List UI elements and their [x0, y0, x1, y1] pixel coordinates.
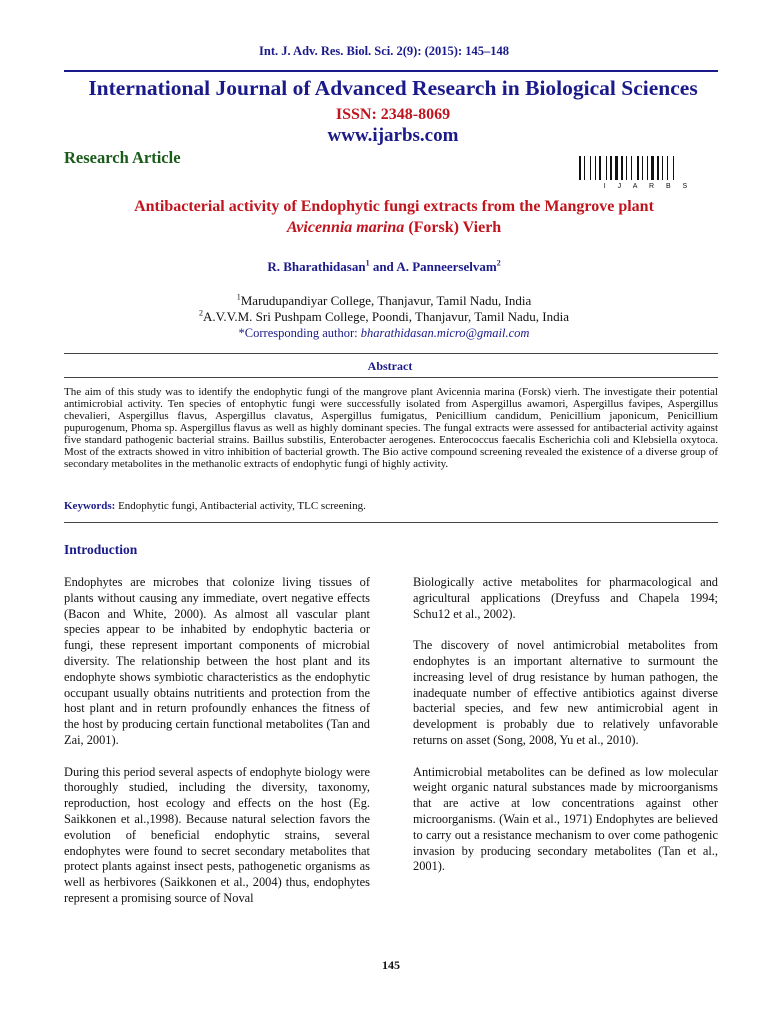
paragraph: The discovery of novel antimicrobial metabolites from endophytes is an important alternative to surmount the increasing level of drug resistance by human pathogen, the inadequate number of effective antibiotics against diverse bacterial species, and few new antimicrobial agent in development is probably due to relatively unfavorable returns on asset (Song, 2008, Yu et al., 2010).: [413, 638, 718, 747]
abstract-heading: Abstract: [367, 359, 413, 373]
title-rest: (Forsk) Vierh: [404, 219, 502, 236]
keywords-label: Keywords:: [64, 500, 116, 512]
paragraph: Biologically active metabolites for pharmacological and agricultural applications (Dreyfuss and Chapela 1994; Schu12 et al., 2002).: [413, 575, 718, 621]
keywords-text: Endophytic fungi, Antibacterial activity, TLC screening.: [115, 500, 366, 512]
divider-keywords: [64, 522, 718, 523]
barcode-logo: [577, 156, 719, 190]
journal-name: International Journal of Advanced Research in Biological Sciences: [88, 76, 698, 100]
author-conj: and: [369, 259, 397, 274]
corresponding-email-link[interactable]: bharathidasan.micro@gmail.com: [360, 326, 530, 340]
affiliation-2: [0, 309, 768, 325]
affiliation-1-text: Marudupandiyar College, Thanjavur, Tamil Nadu, India: [240, 293, 532, 308]
affiliation-1-sup: 1: [236, 292, 241, 302]
body-column-right: [413, 575, 718, 891]
journal-website-link[interactable]: www.ijarbs.com: [327, 125, 459, 146]
affiliation-2-sup: 2: [199, 308, 204, 318]
abstract-text: The aim of this study was to identify the endophytic fungi of the mangrove plant Avicennia marina (Forsk) vierh. The investigate their potential antimicrobial activity. Ten species of entophytic fungi were successfully isolated from Aspergillus awamori, Aspergillus favipes, Aspergillus chevalieri, Aspergillus flavus, Aspergillus clavatus, Aspergillus fumigatus, Penicillium candidum, Penicillium japonicum, Penicillium pupurogenum, Phoma sp. Aspergillus flavus as well as highly dominant species. The fungal extracts were assessed for antibacterial activity against five standard pathogenic bacterial strains. Baillus substilis, Enterobacter aerogenes. Enterococcus faecalis Escherichia coli and Klebsiella oxytoca. Most of the extracts showed in vitro inhibition of bacterial growth. The Bio active compound screening revealed the existence of a diverse group of secondary metabolites in the methanolic extracts of endophytic fungi of highly activity.: [64, 386, 718, 470]
article-type: Research Article: [64, 148, 181, 167]
paragraph: Endophytes are microbes that colonize living tissues of plants without causing any immediate, overt negative effects (Bacon and White, 2000). As almost all vascular plant species appear to be inhabited by endophytic bacteria or fungi, these represent important components of microbial diversity. The relationship between the host plant and its endophyte shows symbiotic characteristics as the endophytic occupant usually obtains nutritients and protection from the host plant and in return profoundly enhances the fitness of the host by producing certain functional metabolites (Tan and Zai, 2001).: [64, 575, 370, 747]
corresponding-author: [0, 326, 768, 341]
keywords: [64, 500, 718, 512]
barcode-caption: I J A R B S: [603, 183, 693, 190]
authors: [0, 259, 768, 275]
divider-abstract-bottom: [64, 377, 718, 378]
paragraph: Antimicrobial metabolites can be defined as low molecular weight organic natural substances made by microorganisms that are active at low concentrations against other microorganisms. (Wain et al., 1971) Endophytes are believed to carry out a resistance mechanism to over come pathogenic invasion by producing secondary metabolites (Tan et al., 2001).: [413, 764, 718, 874]
paragraph: During this period several aspects of endophyte biology were thoroughly studied, including the diversity, taxonomy, reproduction, host ecology and effects on the host (Eg. Saikkonen et al.,1998). Because natural selection favors the evolution of beneficial endophytic strains, several endophytes were found to secret secondary metabolites that protect plants against insect pests, pathogenetic organisms as well as herbivores (Saikkonen et al., 2004) thus, endophytes represent a promising source of Noval: [64, 764, 370, 905]
author-1: R. Bharathidasan: [267, 259, 366, 274]
author-2-sup: 2: [496, 258, 501, 268]
title-species: Avicennia marina: [286, 219, 405, 236]
affiliation-1: [0, 293, 768, 309]
corresponding-label: *Corresponding author:: [238, 326, 361, 340]
author-2: A. Panneerselvam: [396, 259, 497, 274]
title-line-1: Antibacterial activity of Endophytic fungi extracts from the Mangrove plant: [134, 198, 654, 215]
divider-abstract-top: [64, 353, 718, 354]
affiliation-2-text: A.V.V.M. Sri Pushpam College, Poondi, Thanjavur, Tamil Nadu, India: [203, 309, 569, 324]
introduction-heading: Introduction: [64, 542, 138, 557]
body-column-left: [64, 575, 370, 923]
author-1-sup: 1: [365, 258, 370, 268]
issn: ISSN: 2348-8069: [335, 106, 451, 123]
article-title: [40, 196, 748, 238]
journal-citation: Int. J. Adv. Res. Biol. Sci. 2(9): (2015): 145–148: [259, 44, 509, 58]
page-number: 145: [382, 958, 400, 972]
header-rule-top: [64, 70, 718, 72]
